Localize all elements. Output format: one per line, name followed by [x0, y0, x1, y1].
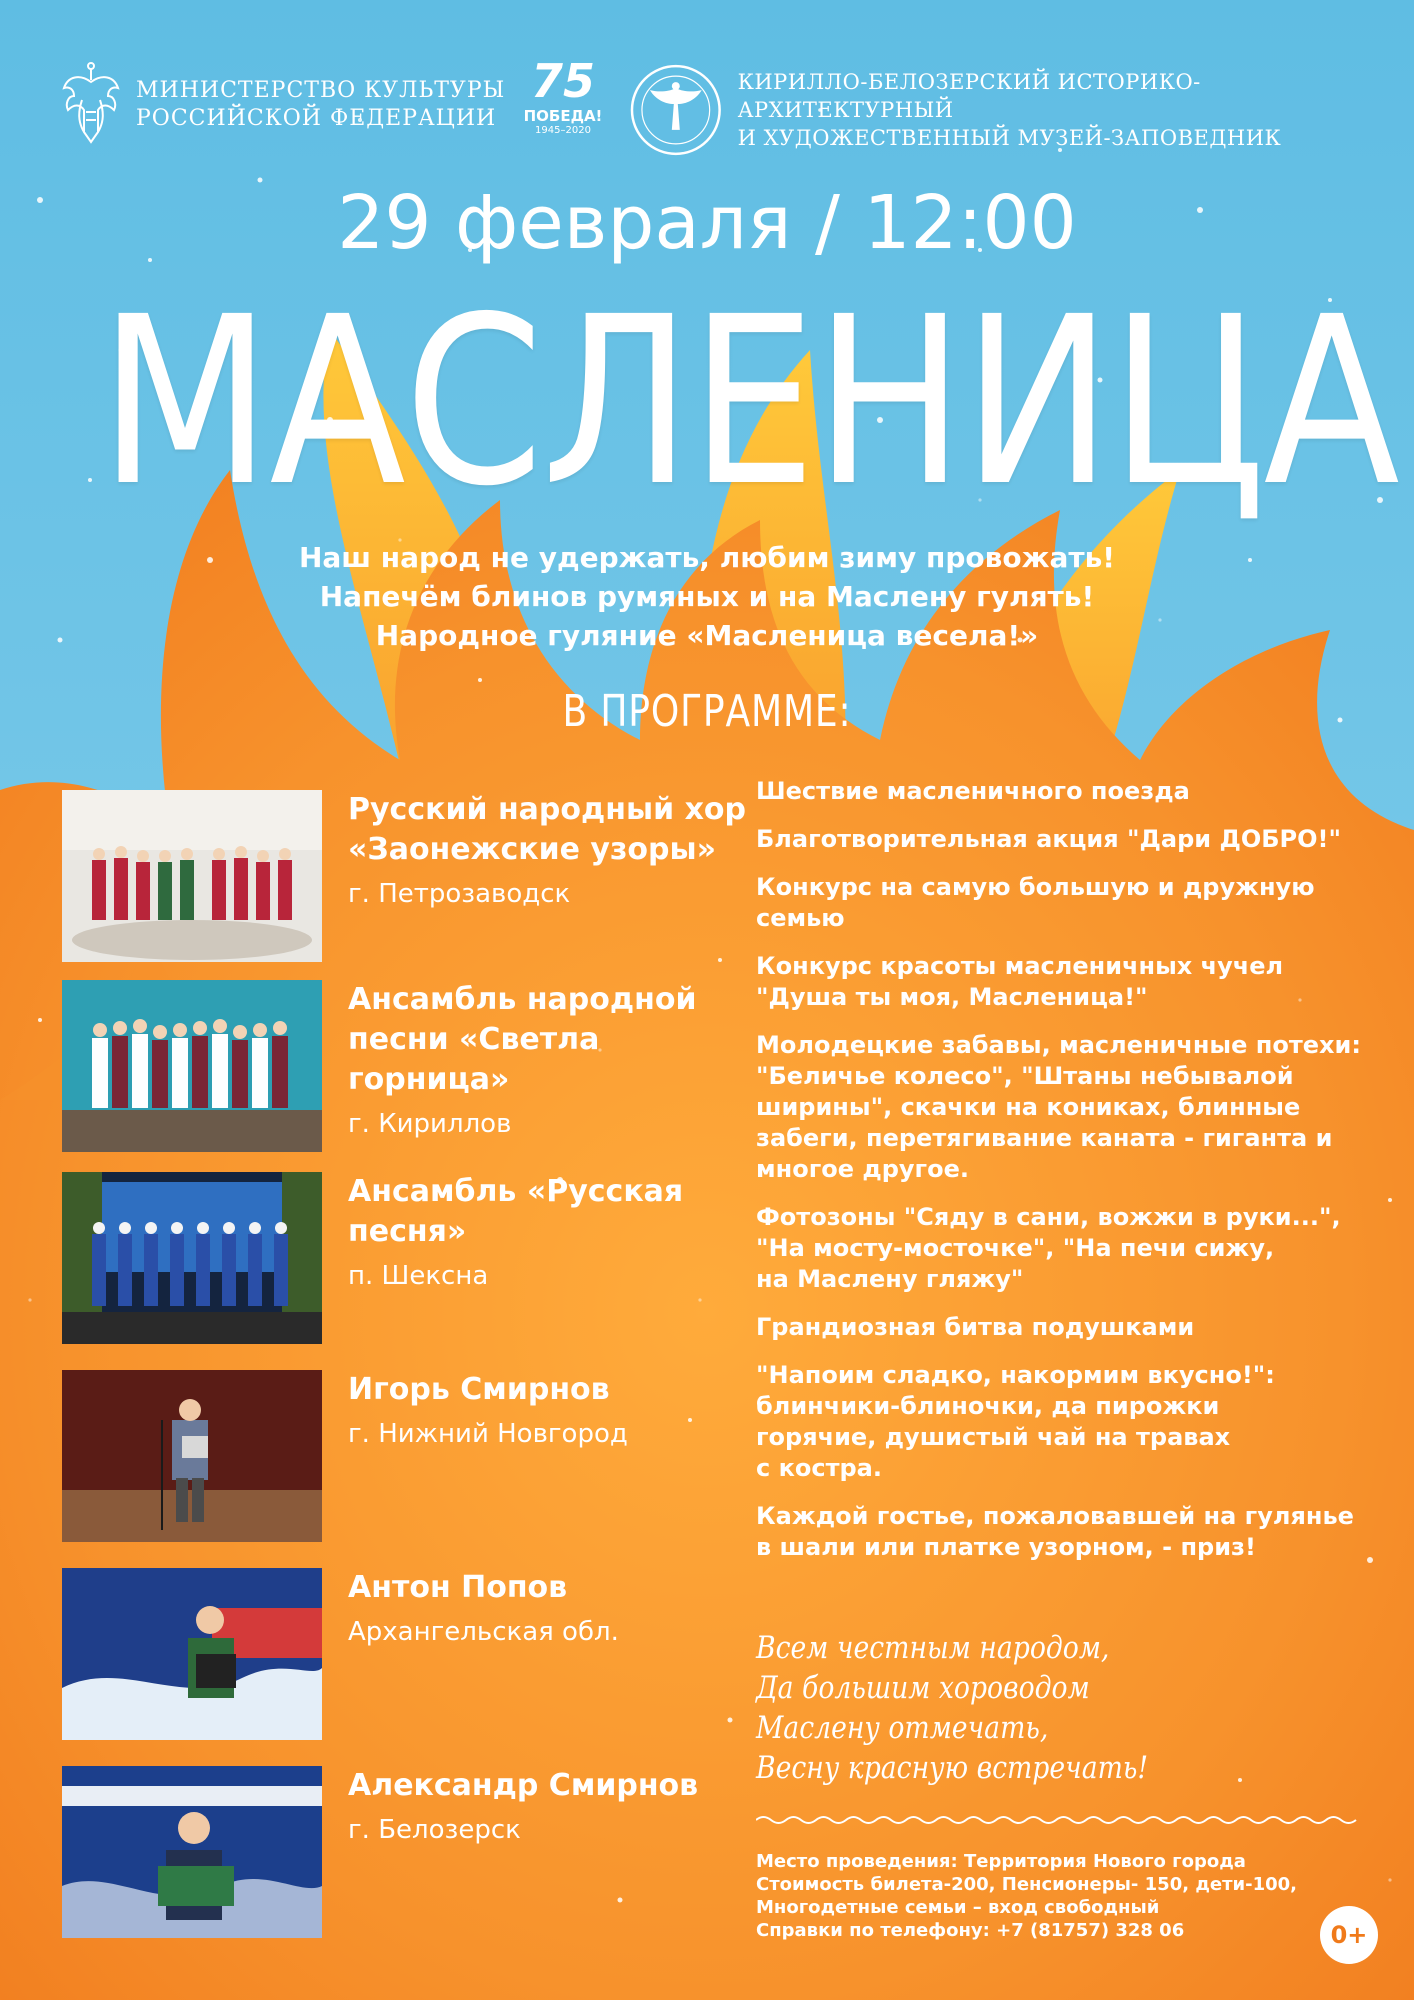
museum-logo [628, 62, 1414, 158]
wavy-divider [756, 1812, 1360, 1828]
program-item: "Напоим сладко, накормим вкусно!": блинчики-блиночки, да пирожки горячие, душистый чай на травах с костра. [756, 1361, 1275, 1482]
poem-line: Весну красную встречать! [756, 1750, 1149, 1786]
performer-place: г. Петрозаводск [348, 879, 571, 909]
performer-name: Ансамбль народной песни «Светла горница» [348, 982, 697, 1097]
performer-place: п. Шексна [348, 1261, 489, 1291]
phone-text: Справки по телефону: +7 (81757) 328 06 [756, 1920, 1185, 1941]
intro-line-3: Народное гуляние «Масленица весела!» [375, 619, 1039, 652]
victory-word: ПОБЕДА! [523, 107, 603, 125]
age-rating-badge: 0+ [1320, 1906, 1378, 1964]
performer-name: Игорь Смирнов [348, 1372, 610, 1407]
performer-name: Антон Попов [348, 1570, 568, 1605]
program-item: Благотворительная акция "Дари ДОБРО!" [756, 825, 1341, 853]
museum-name-line1: КИРИЛЛО-БЕЛОЗЕРСКИЙ ИСТОРИКО-АРХИТЕКТУРНЫЙ [737, 70, 1201, 122]
performer-place: г. Кириллов [348, 1109, 512, 1139]
performer-place: Архангельская обл. [348, 1617, 619, 1647]
performer-photo [62, 790, 322, 962]
performer-place: г. Нижний Новгород [348, 1419, 628, 1449]
poem-line: Маслену отмечать, [756, 1710, 1049, 1746]
closing-poem [756, 1628, 1238, 1788]
performer-name: Русский народный хор «Заонежские узоры» [348, 792, 746, 867]
program-item: Грандиозная битва подушками [756, 1313, 1195, 1341]
ministry-name-line1: МИНИСТЕРСТВО КУЛЬТУРЫ [136, 78, 506, 103]
program-list [756, 776, 1376, 1580]
program-item: Конкурс на самую большую и дружную семью [756, 873, 1315, 932]
performer-name: Александр Смирнов [348, 1768, 699, 1803]
intro-line-1: Наш народ не удержать, любим зиму провожать! [298, 541, 1116, 574]
performer-photo [62, 1568, 322, 1740]
victory-number: 75 [530, 54, 595, 108]
performer-photo [62, 980, 322, 1152]
program-item: Каждой гостье, пожаловавшей на гулянье в шали или платке узорном, - приз! [756, 1502, 1354, 1561]
price-text: Стоимость билета-200, Пенсионеры- 150, дети-100, [756, 1874, 1298, 1895]
victory-years: 1945–2020 [535, 125, 591, 136]
performer-photo [62, 1370, 322, 1542]
program-item: Фотозоны "Сяду в сани, вожжи в руки...", "На мосту-мосточке", "На печи сижу, на Маслену гляжу" [756, 1203, 1341, 1293]
program-item: Конкурс красоты масленичных чучел "Душа ты моя, Масленица!" [756, 952, 1284, 1011]
performer-photo [62, 1766, 322, 1938]
performer-place: г. Белозерск [348, 1815, 521, 1845]
victory-75-logo [518, 55, 608, 155]
ministry-logo [60, 60, 505, 150]
intro-line-2: Напечём блинов румяных и на Маслену гулять! [319, 580, 1095, 613]
poem-line: Всем честным народом, [756, 1630, 1110, 1666]
event-info [756, 1850, 1316, 1942]
museum-angel-emblem-icon [628, 62, 724, 158]
museum-name-line2: И ХУДОЖЕСТВЕННЫЙ МУЗЕЙ-ЗАПОВЕДНИК [737, 126, 1282, 150]
ministry-name-line2: РОССИЙСКОЙ ФЕДЕРАЦИИ [136, 106, 497, 131]
program-item: Молодецкие забавы, масленичные потехи: "Беличье колесо", "Штаны небывалой ширины", скачки на кониках, блинные забеги, перетягивание каната - гиганта и многое другое. [756, 1031, 1361, 1183]
eagle-emblem-icon [60, 60, 122, 150]
program-heading: В ПРОГРАММЕ: [562, 686, 852, 737]
poem-line: Да большим хороводом [756, 1670, 1090, 1706]
intro-text [120, 538, 1294, 655]
event-date-time: 29 февраля / 12:00 [337, 180, 1077, 266]
performer-photo [62, 1172, 322, 1344]
performer-name: Ансамбль «Русская песня» [348, 1174, 684, 1249]
venue-text: Место проведения: Территория Нового города [756, 1851, 1246, 1872]
free-entry-text: Многодетные семьи – вход свободный [756, 1897, 1160, 1918]
event-title: МАСЛЕНИЦА [98, 267, 1399, 537]
program-item: Шествие масленичного поезда [756, 777, 1190, 805]
